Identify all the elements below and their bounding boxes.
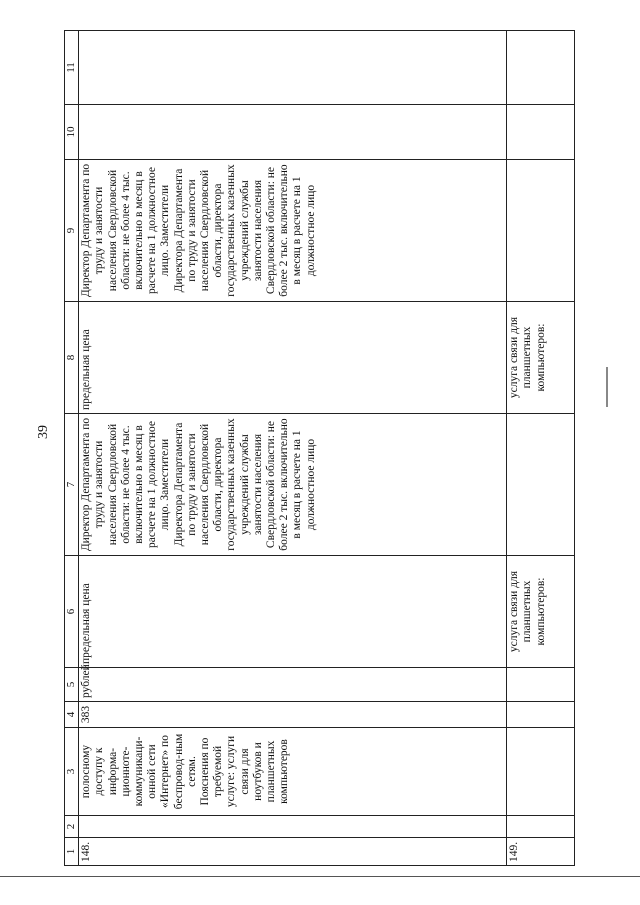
characteristic: предельная цена [79,302,507,414]
characteristic: предельная цена [79,556,507,668]
characteristic: услуга связи для планшетных компьютеров: [507,302,575,414]
okei-code: 383 [79,702,507,728]
row-number: 148. [79,838,507,866]
header-cell: 1 [65,838,79,866]
header-cell: 8 [65,302,79,414]
unit-name: рублей [79,668,507,702]
table-row [79,31,507,866]
header-cell: 3 [65,728,79,816]
table-cell [507,160,575,302]
header-cell: 10 [65,105,79,160]
requirements-table [64,30,575,866]
table-cell [79,816,507,838]
table-cell [507,105,575,160]
characteristic-value: Директор Департамента по труду и занятости населения Свердловской области: не более 4 тыс. включительно в месяц в расчете на 1 должностное лицо. Заместители Директора Департамента по труду и занятости населения Свердловской области, директора государственных казенных учреждений службы занятости населения Свердловской области: не более 2 тыс. включительно в месяц в расчете на 1 должностное лицо [79,414,507,556]
table-cell [507,816,575,838]
header-cell: 7 [65,414,79,556]
header-cell: 9 [65,160,79,302]
margin-mark [606,367,608,407]
service-description: полосному доступу к информа-ционноте-коммуникаци-онной сети «Интернет» по беспровод-ным сетям. Пояснения по требуемой услуге: услуги связи для ноутбуков и планшетных компьютеров [79,728,507,816]
table-row [507,31,575,866]
table-cell [79,31,507,105]
characteristic-value: Директор Департамента по труду и занятости населения Свердловской области: не более 4 тыс. включительно в месяц в расчете на 1 должностное лицо. Заместители Директора Департамента по труду и занятости населения Свердловской области, директора государственных казенных учреждений службы занятости населения Свердловской области: не более 2 тыс. включительно в месяц в расчете на 1 должностное лицо [79,160,507,302]
row-number: 149. [507,838,575,866]
header-cell: 5 [65,668,79,702]
header-row [65,31,79,866]
header-cell: 6 [65,556,79,668]
characteristic: услуга связи для планшетных компьютеров: [507,556,575,668]
table-cell [507,31,575,105]
header-cell: 4 [65,702,79,728]
table-cell [507,668,575,702]
footer-rule [0,876,640,877]
table-cell [507,414,575,556]
page-number: 39 [36,425,51,439]
table-cell [507,702,575,728]
table-cell [79,105,507,160]
table-cell [507,728,575,816]
header-cell: 2 [65,816,79,838]
header-cell: 11 [65,31,79,105]
rotated-table-container [64,31,574,866]
